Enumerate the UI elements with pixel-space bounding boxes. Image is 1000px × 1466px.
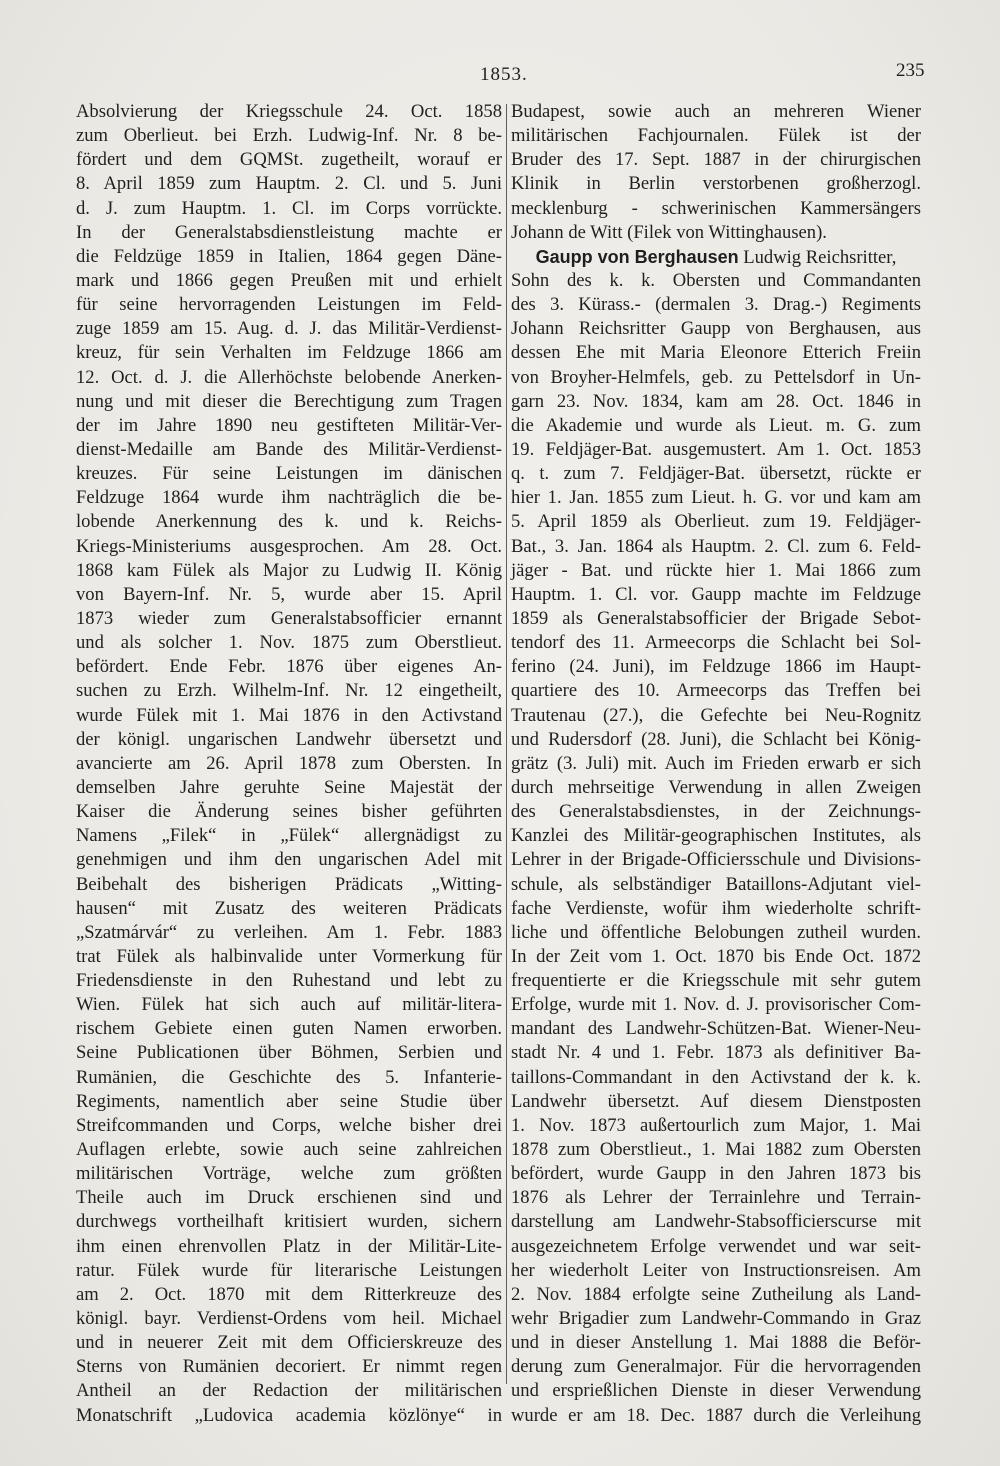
text-line: am 2. Oct. 1870 mit dem Ritterkreuze des (76, 1283, 502, 1305)
text-line: fördert und dem GQMSt. zugetheilt, worauf er (76, 149, 502, 171)
text-line: suchen zu Erzh. Wilhelm-Inf. Nr. 12 eingetheilt, (76, 680, 502, 702)
text-line: 12. Oct. d. J. die Allerhöchste belobende Anerken- (76, 366, 502, 388)
text-line: mecklenburg - schwerinischen Kammersängers (511, 197, 921, 219)
text-line: In der Generalstabsdienstleistung machte er (76, 221, 502, 243)
text-line: her wiederholt Leiter von Instructionsreisen. Am (511, 1259, 921, 1281)
text-line: Landwehr übersetzt. Auf diesem Dienstposten (511, 1090, 921, 1112)
text-line: und in neuerer Zeit mit dem Officierskreuze des (76, 1332, 502, 1354)
text-line: tendorf des 11. Armeecorps die Schlacht bei Sol- (511, 632, 921, 654)
text-line: ratur. Fülek wurde für literarische Leistungen (76, 1259, 502, 1281)
text-line: die Akademie und wurde als Lieut. m. G. zum (511, 414, 921, 436)
text-line: 1876 als Lehrer der Terrainlehre und Terrain- (511, 1187, 921, 1209)
text-line: und Rudersdorf (28. Juni), die Schlacht bei König- (511, 728, 921, 750)
text-line: Absolvierung der Kriegsschule 24. Oct. 1858 (76, 101, 502, 122)
entry-heading-name: Gaupp von Berghausen (535, 246, 739, 267)
text-line: und als solcher 1. Nov. 1875 zum Oberstlieut. (76, 632, 502, 654)
text-line: Theile auch im Druck erschienen sind und (76, 1187, 502, 1209)
text-line: Beibehalt des bisherigen Prädicats „Witting- (76, 873, 502, 895)
entry-heading-rest: Ludwig Reichsritter, (743, 246, 897, 268)
text-line: der königl. ungarischen Landwehr übersetzt und (76, 728, 502, 750)
text-line: militärischen Fachjournalen. Fülek ist der (511, 125, 921, 147)
text-line: Seine Publicationen über Böhmen, Serbien und (76, 1042, 502, 1064)
text-line: von Broyher-Helmfels, geb. zu Pettelsdorf in Un- (511, 366, 921, 388)
text-line: genehmigen und ihm den ungarischen Adel mit (76, 849, 502, 871)
text-line: für seine hervorragenden Leistungen im Feld- (76, 294, 502, 316)
text-line: Klinik in Berlin verstorbenen großherzogl. (511, 173, 921, 195)
text-line: zuge 1859 am 15. Aug. d. J. das Militär-Verdienst- (76, 318, 502, 340)
text-line: Antheil an der Redaction der militärischen (76, 1380, 502, 1402)
text-line: Kriegs-Ministeriums ausgesprochen. Am 28. Oct. (76, 535, 502, 557)
text-line: militärischen Vorträge, welche zum größten (76, 1163, 502, 1185)
text-line: Bruder des 17. Sept. 1887 in der chirurgischen (511, 149, 921, 171)
text-line: ausgezeichnetem Erfolge verwendet und war seit- (511, 1235, 921, 1257)
entry-heading (511, 245, 921, 269)
text-line: 1873 wieder zum Generalstabsofficier ernannt (76, 607, 502, 629)
text-line: kreuzes. Für seine Leistungen im dänischen (76, 463, 502, 485)
text-line: 1868 kam Fülek als Major zu Ludwig II. König (76, 559, 502, 581)
text-line: befördert, wurde Gaupp in den Jahren 1873 bis (511, 1163, 921, 1185)
text-line: durch mehrseitige Verwendung in allen Zweigen (511, 776, 921, 798)
text-line: Sterns von Rumänien decoriert. Er nimmt regen (76, 1356, 502, 1378)
text-line: ihm einen ehrenvollen Platz in der Militär-Lite- (76, 1235, 502, 1257)
text-line: mandant des Landwehr-Schützen-Bat. Wiener-Neu- (511, 1018, 921, 1040)
text-line: nung und mit dieser die Berechtigung zum Tragen (76, 390, 502, 412)
text-line: hausen“ mit Zusatz des weiteren Prädicats (76, 897, 502, 919)
text-line: dienst-Medaille am Bande des Militär-Verdienst- (76, 438, 502, 460)
text-line: durchwegs vortheilhaft kritisiert wurden, sichern (76, 1211, 502, 1233)
column-divider (506, 104, 507, 1384)
text-line: ferino (24. Juni), im Feldzuge 1866 im Haupt- (511, 656, 921, 678)
text-line: Johann de Witt (Filek von Wittinghausen). (511, 221, 827, 243)
text-line: des Generalstabsdienstes, in der Zeichnungs- (511, 801, 921, 823)
text-line: In der Zeit vom 1. Oct. 1870 bis Ende Oct. 1872 (511, 945, 921, 967)
text-line: taillons-Commandant in den Activstand der k. k. (511, 1066, 921, 1088)
text-line: lobende Anerkennung des k. und k. Reichs- (76, 511, 502, 533)
text-line: hier 1. Jan. 1855 zum Lieut. h. G. vor und kam am (511, 487, 921, 509)
text-line: Bat., 3. Jan. 1864 als Hauptm. 2. Cl. zum 6. Feld- (511, 535, 921, 557)
text-line: dessen Ehe mit Maria Eleonore Etterich Freiin (511, 342, 921, 364)
text-line: Friedensdienste in den Ruhestand und lebt zu (76, 970, 502, 992)
text-line: d. J. zum Hauptm. 1. Cl. im Corps vorrückte. (76, 197, 502, 219)
text-line: Erfolge, wurde mit 1. Nov. d. J. provisorischer Com- (511, 994, 921, 1016)
text-line: „Szatmárvár“ zu verleihen. Am 1. Febr. 1883 (76, 921, 502, 943)
text-line: avancierte am 26. April 1878 zum Obersten. In (76, 752, 502, 774)
text-line: königl. bayr. Verdienst-Ordens vom heil. Michael (76, 1308, 502, 1330)
text-line: 1859 als Generalstabsofficier der Brigade Sebot- (511, 607, 921, 629)
text-line: derung zum Generalmajor. Für die hervorragenden (511, 1356, 921, 1378)
text-line: wurde Fülek mit 1. Mai 1876 in den Activstand (76, 704, 502, 726)
text-line: 2. Nov. 1884 erfolgte seine Zutheilung als Land- (511, 1283, 921, 1305)
text-line: frequentierte er die Kriegsschule mit sehr gutem (511, 970, 921, 992)
text-line: Budapest, sowie auch an mehreren Wiener (511, 101, 921, 122)
text-line: 5. April 1859 als Oberlieut. zum 19. Feldjäger- (511, 511, 921, 533)
text-line: fache Verdienste, wofür ihm wiederholte schrift- (511, 897, 921, 919)
header-year: 1853. (480, 64, 528, 85)
text-line: Wien. Fülek hat sich auch auf militär-litera- (76, 994, 502, 1016)
text-line: Kanzlei des Militär-geographischen Institutes, als (511, 825, 921, 847)
text-line: 19. Feldjäger-Bat. ausgemustert. Am 1. Oct. 1853 (511, 438, 921, 460)
text-line: Namens „Filek“ in „Fülek“ allergnädigst zu (76, 825, 502, 847)
text-line: Regiments, namentlich aber seine Studie über (76, 1090, 502, 1112)
page-header (0, 60, 1000, 90)
text-line: befördert. Ende Febr. 1876 über eigenes An- (76, 656, 502, 678)
text-line: rischem Gebiete einen guten Namen erworben. (76, 1018, 502, 1040)
right-column (511, 100, 921, 1426)
text-line: und in dieser Anstellung 1. Mai 1888 die Beför- (511, 1332, 921, 1354)
text-line: Sohn des k. k. Obersten und Commandanten (511, 269, 921, 291)
text-line: des 3. Kürass.- (dermalen 3. Drag.-) Regiments (511, 294, 921, 316)
text-line: darstellung am Landwehr-Stabsofficierscurse mit (511, 1211, 921, 1233)
text-line: Auflagen erlebte, sowie auch seine zahlreichen (76, 1139, 502, 1161)
text-line: Lehrer in der Brigade-Officiersschule und Divisions- (511, 849, 921, 871)
text-line: quartiere des 10. Armeecorps das Treffen bei (511, 680, 921, 702)
text-line: grätz (3. Juli) mit. Auch im Frieden erwarb er sich (511, 752, 921, 774)
text-line: die Feldzüge 1859 in Italien, 1864 gegen Däne- (76, 245, 502, 267)
text-line: jäger - Bat. und rückte hier 1. Mai 1866 zum (511, 559, 921, 581)
text-line: von Bayern-Inf. Nr. 5, wurde aber 15. April (76, 583, 502, 605)
text-line: schule, als selbständiger Bataillons-Adjutant viel- (511, 873, 921, 895)
text-line: demselben Jahre geruhte Seine Majestät der (76, 776, 502, 798)
text-line: wurde er am 18. Dec. 1887 durch die Verleihung (511, 1404, 921, 1426)
text-line: mark und 1866 gegen Preußen mit und erhielt (76, 269, 502, 291)
text-line: und ersprießlichen Dienste in dieser Verwendung (511, 1380, 921, 1402)
text-line: Hauptm. 1. Cl. vor. Gaupp machte im Feldzuge (511, 583, 921, 605)
text-line: Rumänien, die Geschichte des 5. Infanterie- (76, 1066, 502, 1088)
page-number: 235 (896, 60, 925, 81)
text-line: zum Oberlieut. bei Erzh. Ludwig-Inf. Nr. 8 be- (76, 125, 502, 147)
text-line: wehr Brigadier zum Landwehr-Commando in Graz (511, 1308, 921, 1330)
text-line: Streifcommanden und Corps, welche bisher drei (76, 1114, 502, 1136)
text-line: Johann Reichsritter Gaupp von Berghausen, aus (511, 318, 921, 340)
text-line: stadt Nr. 4 und 1. Febr. 1873 als definitiver Ba- (511, 1042, 921, 1064)
text-line: kreuz, für sein Verhalten im Feldzuge 1866 am (76, 342, 502, 364)
text-line: Monatschrift „Ludovica academia közlönye“ in (76, 1404, 502, 1426)
text-line: 1. Nov. 1873 außertourlich zum Major, 1. Mai (511, 1114, 921, 1136)
text-line: q. t. zum 7. Feldjäger-Bat. übersetzt, rückte er (511, 463, 921, 485)
text-line: trat Fülek als halbinvalide unter Vormerkung für (76, 945, 502, 967)
text-line: der im Jahre 1890 neu gestifteten Militär-Ver- (76, 414, 502, 436)
text-line: garn 23. Nov. 1834, kam am 28. Oct. 1846 in (511, 390, 921, 412)
left-column (76, 100, 502, 1426)
text-line: liche und öffentliche Belobungen zutheil wurden. (511, 921, 921, 943)
text-line: Trautenau (27.), die Gefechte bei Neu-Rognitz (511, 704, 921, 726)
text-line: Kaiser die Änderung seines bisher geführten (76, 801, 502, 823)
text-line: 1878 zum Oberstlieut., 1. Mai 1882 zum Obersten (511, 1139, 921, 1161)
text-line: Feldzuge 1864 wurde ihm nachträglich die be- (76, 487, 502, 509)
text-line: 8. April 1859 zum Hauptm. 2. Cl. und 5. Juni (76, 173, 502, 195)
